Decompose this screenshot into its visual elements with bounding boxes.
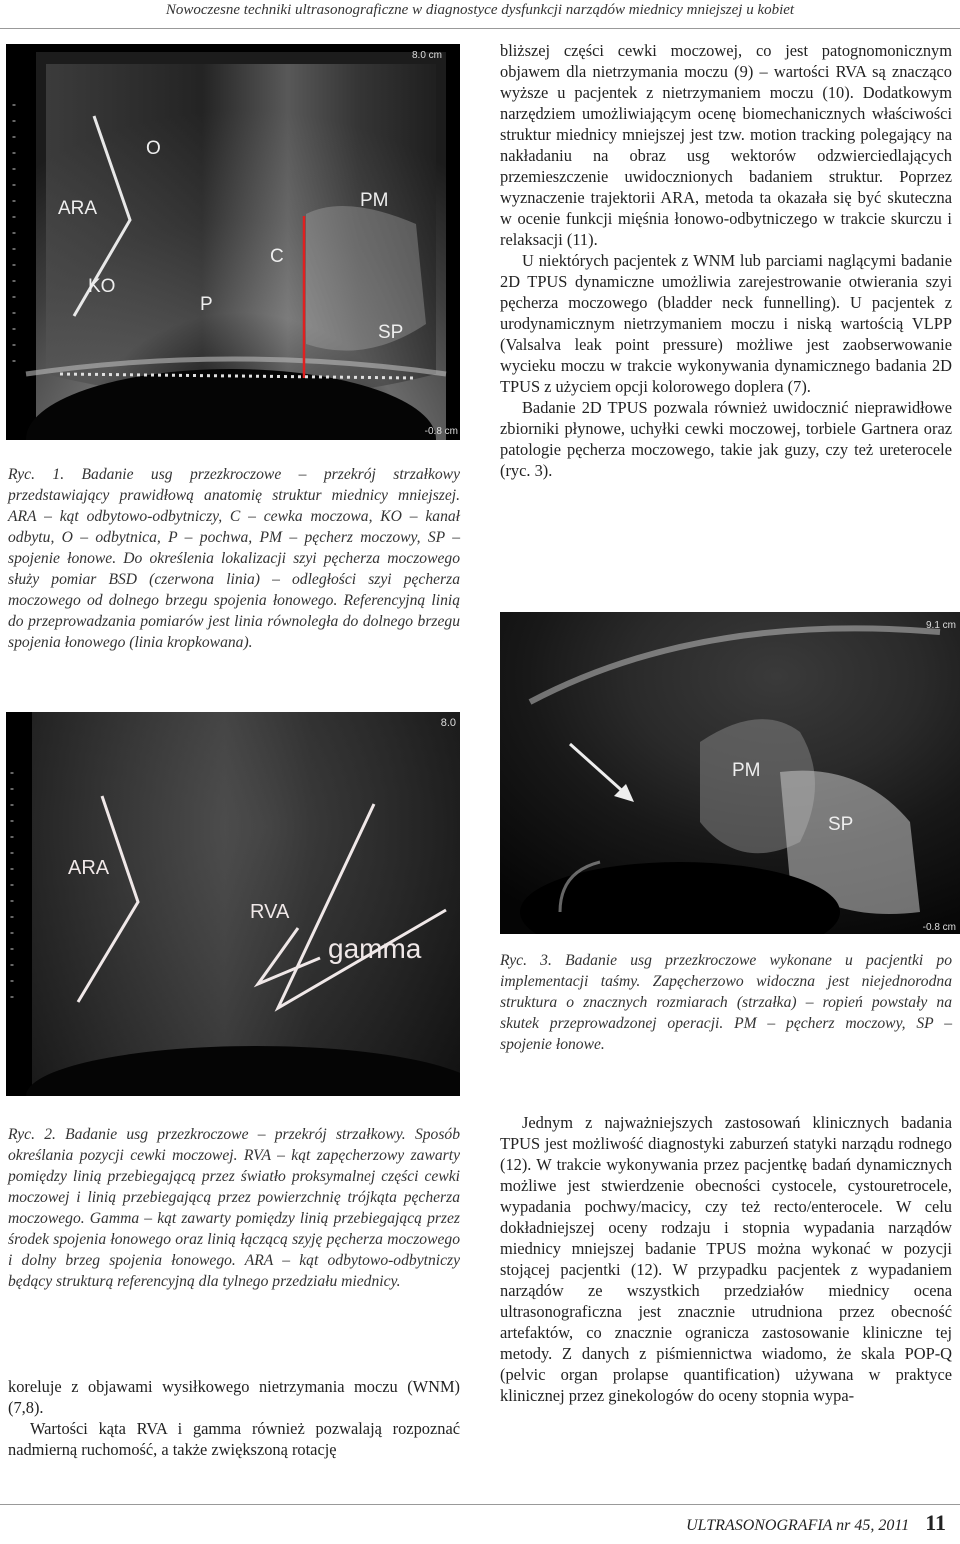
- fig3-label-sp: SP: [828, 814, 854, 835]
- fig1-scale-top: 8.0 cm: [411, 50, 442, 61]
- paragraph: U niektórych pacjentek z WNM lub parciami naglącymi badanie 2D TPUS dynamiczne umożliwia zarejestrowanie otwierania szyi pęcherza moczowego (bladder neck funnelling). U pacjentek z urodynamicznym nietrzymaniem moczu i niską wartością VLPP (Valsalva leak point pressure) możliwe jest zaobserwowanie wycieku moczu w trakcie wykonywania dynamicznego badania 2D TPUS z użyciem opcji kolorowego doplera (7).: [500, 251, 952, 396]
- fig1-label-c: C: [270, 246, 284, 267]
- left-column-bottom: [8, 1376, 460, 1460]
- paragraph: bliższej części cewki moczowej, co jest patognomonicznym objawem dla nietrzymania moczu (9) – wartości RVA są znacząco wyższe u pacjentek z nietrzymaniem moczu (10). Dodatkowym narzędziem umożliwiającym ocenę biomechanicznych właściwości struktur miednicy mniejszej jest tzw. motion tracking polegający na nakładaniu na obraz usg wektorów odzwierciedlających przemieszczenie uwidocznionych badaniem struktur. Poprzez wyznaczenie trajektorii ARA, metoda ta okazała się być skuteczna w ocenie funkcji mięśnia łonowo-odbytniczego w trakcie skurczu i relaksacji (11).: [500, 41, 952, 249]
- figure-3-ultrasound: [500, 612, 960, 934]
- fig3-scale-bottom: -0.8 cm: [922, 922, 956, 933]
- header-rule: [0, 28, 960, 29]
- right-column-top: [500, 40, 952, 481]
- page-footer: [686, 1510, 946, 1536]
- fig1-label-p: P: [200, 294, 213, 315]
- page-number: 11: [925, 1510, 946, 1535]
- running-head: Nowoczesne techniki ultrasonograficzne w diagnostyce dysfunkcji narządów miednicy mniejszej u kobiet: [165, 2, 795, 18]
- fig2-scale-top: 8.0: [440, 717, 456, 729]
- fig3-scale-top: 9.1 cm: [925, 620, 956, 631]
- fig1-label-o: O: [146, 138, 161, 159]
- fig1-label-ko: KO: [88, 276, 116, 297]
- footer-rule: [0, 1504, 960, 1505]
- fig2-label-rva: RVA: [250, 901, 290, 923]
- paragraph: koreluje z objawami wysiłkowego nietrzymania moczu (WNM) (7,8).: [8, 1377, 460, 1417]
- fig2-label-gamma: gamma: [328, 933, 422, 964]
- fig1-label-ara: ARA: [58, 198, 98, 219]
- fig1-label-sp: SP: [378, 322, 404, 343]
- fig2-label-ara: ARA: [68, 857, 110, 879]
- figure-1-ultrasound: [6, 44, 460, 440]
- paragraph: Wartości kąta RVA i gamma również pozwalają rozpoznać nadmierną ruchomość, a także zwiększoną rotację: [8, 1419, 460, 1459]
- figure-3-caption: Ryc. 3. Badanie usg przezkroczowe wykonane u pacjentki po implementacji taśmy. Zapęcherzowo widoczna jest niejednorodna struktura o znacznych rozmiarach (strzałka) – ropień powstały na skutek przeprowadzonej operacji. PM – pęcherz moczowy, SP – spojenie łonowe.: [500, 952, 952, 1053]
- fig1-label-pm: PM: [360, 190, 389, 211]
- figure-1-caption: Ryc. 1. Badanie usg przezkroczowe – przekrój strzałkowy przedstawiający prawidłową anatomię struktur miednicy mniejszej. ARA – kąt odbytowo-odbytniczy, C – cewka moczowa, KO – kanał odbytu, O – odbytnica, P – pochwa, PM – pęcherz moczowy, SP – spojenie łonowe. Do określenia lokalizacji szyi pęcherza moczowego służy pomiar BSD (czerwona linia) – odległości szyi pęcherza moczowego od dolnego brzegu spojenia łonowego. Referencyjną linią do przeprowadzania pomiarów jest linia równoległa do dolnego brzegu spojenia łonowego (linia kropkowana).: [8, 466, 460, 651]
- paragraph: Badanie 2D TPUS pozwala również uwidocznić nieprawidłowe zbiorniki płynowe, uchyłki cewki moczowej, torbiele Gartnera oraz patologie pęcherza moczowego, takie jak guzy, czy też ureterocele (ryc. 3).: [500, 398, 952, 480]
- fig3-label-pm: PM: [732, 760, 761, 781]
- fig1-scale-bottom: -0.8 cm: [424, 426, 458, 437]
- figure-2-caption: Ryc. 2. Badanie usg przezkroczowe – przekrój strzałkowy. Sposób określania pozycji cewki moczowej. RVA – kąt zapęcherzowy zawarty pomiędzy linią przebiegającą przez światło proksymalnej części cewki moczowej i linią przebiegającą przez powierzchnię trójkąta pęcherza moczowego. Gamma – kąt zawarty pomiędzy linią przebiegającą przez środek spojenia łonowego oraz linią łączącą szyję pęcherza moczowego i dolny brzeg spojenia łonowego. ARA – kąt odbytowo-odbytniczy będący strukturą referencyjną dla tylnego przedziału miednicy.: [8, 1126, 460, 1290]
- figure-2-ultrasound: [6, 712, 460, 1096]
- right-column-bottom: [500, 1112, 952, 1406]
- paragraph: Jednym z najważniejszych zastosowań klinicznych badania TPUS jest możliwość diagnostyki zaburzeń statyki narządu rodnego (12). W trakcie wykonywania przez pacjentkę badań dynamicznych możliwe jest stwierdzenie obecności cystocele, cystouretrocele, wypadania pochwy/macicy, czy też recto/enterocele. W celu dokładniejszej oceny rodzaju i stopnia wypadania narządów miednicy mniejszej badanie TPUS można wykonać w pozycji stojącej pacjentki (12). W przypadku pacjentek z wypadaniem narządów ze wszystkich przedziałów miednicy ocena ultrasonograficzna jest znacznie utrudniona przez obecność artefaktów, co znacznie ogranicza zastosowanie kliniczne tej metody. Z danych z piśmiennictwa wiadomo, że skala POP-Q (pelvic organ prolapse quantification) używana w praktyce klinicznej przez ginekologów do oceny stopnia wypa-: [500, 1113, 952, 1405]
- journal-name: ULTRASONOGRAFIA nr 45, 2011: [686, 1517, 910, 1534]
